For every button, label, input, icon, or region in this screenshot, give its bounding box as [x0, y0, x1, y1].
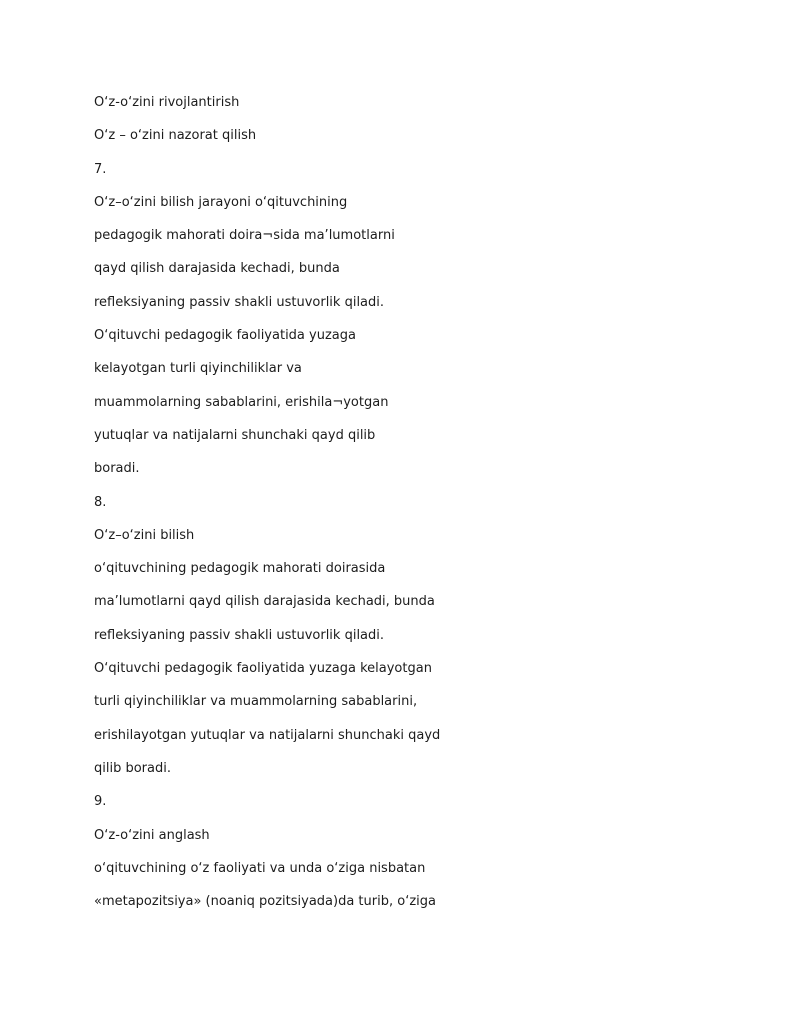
text-line: refleksiyaning passiv shakli ustuvorlik qiladi. [94, 294, 385, 310]
text-line: refleksiyaning passiv shakli ustuvorlik qiladi. [94, 627, 385, 643]
document-text [94, 92, 714, 924]
text-line: «metapozitsiya» (noaniq pozitsiyada)da turib, o‘ziga [94, 894, 436, 910]
text-line: o‘qituvchining pedagogik mahorati doirasida [94, 561, 386, 577]
text-line: kelayotgan turli qiyinchiliklar va [94, 361, 302, 377]
text-line: erishilayotgan yutuqlar va natijalarni shunchaki qayd [94, 727, 441, 743]
text-line: muammolarning sabablarini, erishila¬yotgan [94, 394, 389, 410]
item-number: 8. [94, 494, 107, 510]
text-line: O‘z-o‘zini anglash [94, 827, 210, 843]
text-line: turli qiyinchiliklar va muammolarning sabablarini, [94, 694, 418, 710]
item-number: 9. [94, 794, 107, 810]
text-line: qilib boradi. [94, 760, 171, 776]
text-line: boradi. [94, 461, 140, 477]
text-line: O‘z-o‘zini rivojlantirish [94, 95, 240, 110]
text-line: O‘z–o‘zini bilish [94, 527, 195, 543]
text-line: O‘z–o‘zini bilish jarayoni o‘qituvchining [94, 194, 348, 210]
text-line: pedagogik mahorati doira¬sida ma’lumotlarni [94, 228, 395, 244]
text-line: qayd qilish darajasida kechadi, bunda [94, 261, 340, 277]
item-number: 7. [94, 161, 107, 177]
text-line: ma’lumotlarni qayd qilish darajasida kechadi, bunda [94, 594, 435, 610]
text-line: yutuqlar va natijalarni shunchaki qayd qilib [94, 427, 376, 443]
text-line: O‘z – o‘zini nazorat qilish [94, 128, 257, 144]
text-line: O‘qituvchi pedagogik faoliyatida yuzaga kelayotgan [94, 661, 432, 677]
text-line: O‘qituvchi pedagogik faoliyatida yuzaga [94, 328, 356, 344]
text-line: o‘qituvchining o‘z faoliyati va unda o‘ziga nisbatan [94, 860, 426, 876]
